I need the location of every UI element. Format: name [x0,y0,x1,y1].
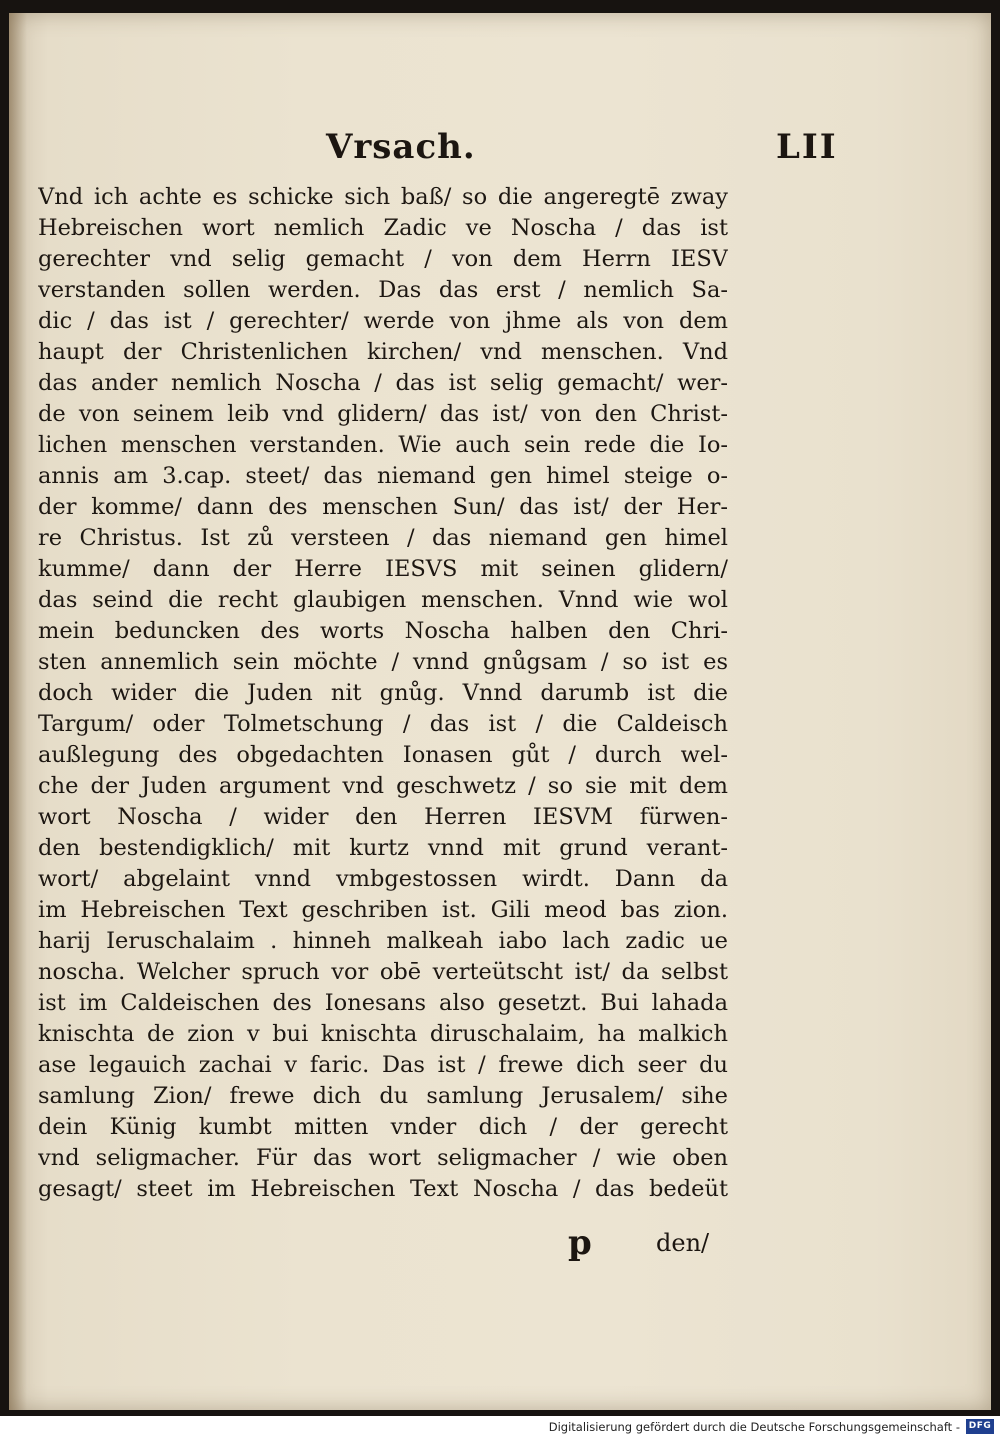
text-line: verstanden sollen werden. Das das erst / nemlich Sa- [38,277,728,303]
text-line: sten annemlich sein möchte / vnnd gnůgsam / so ist es [38,649,728,675]
text-line: lichen menschen verstanden. Wie auch sein rede die Io- [38,432,728,458]
text-line: im Hebreischen Text geschriben ist. Gili meod bas zion. [38,897,728,923]
text-line: das ander nemlich Noscha / das ist selig gemacht/ wer- [38,370,728,396]
signature-mark: p [568,1223,592,1263]
text-line: re Christus. Ist zů versteen / das niemand gen himel [38,525,728,551]
text-line: harij Ieruschalaim . hinneh malkeah iabo lach zadic ue [38,928,728,954]
page-gutter-shadow [9,13,27,1410]
text-line: knischta de zion v bui knischta diruschalaim, ha malkich [38,1021,728,1047]
body-text [38,182,728,1205]
text-line: vnd seligmacher. Für das wort seligmacher / wie oben [38,1145,728,1171]
text-line: samlung Zion/ frewe dich du samlung Jerusalem/ sihe [38,1083,728,1109]
text-line: de von seinem leib vnd glidern/ das ist/ von den Christ- [38,401,728,427]
footer-bar [0,1416,1000,1439]
text-line: wort/ abgelaint vnnd vmbgestossen wirdt. Dann da [38,866,728,892]
text-line: wort Noscha / wider den Herren IESVM fürwen- [38,804,728,830]
text-line: außlegung des obgedachten Ionasen gůt / durch wel- [38,742,728,768]
text-line: haupt der Christenlichen kirchen/ vnd menschen. Vnd [38,339,728,365]
funding-credit: Digitalisierung gefördert durch die Deutsche Forschungsgemeinschaft - [548,1420,960,1434]
text-line: dein Künig kumbt mitten vnder dich / der gerecht [38,1114,728,1140]
text-line: Hebreischen wort nemlich Zadic ve Noscha / das ist [38,215,728,241]
text-line: doch wider die Juden nit gnůg. Vnnd darumb ist die [38,680,728,706]
running-head: Vrsach. [326,127,476,167]
text-line: Vnd ich achte es schicke sich baß/ so die angeregtē zway [38,184,728,210]
text-line: gerechter vnd selig gemacht / von dem Herrn IESV [38,246,728,272]
text-line: ase legauich zachai v faric. Das ist / frewe dich seer du [38,1052,728,1078]
folio-number: LII [776,127,838,167]
text-line: gesagt/ steet im Hebreischen Text Noscha / das bedeüt [38,1176,728,1202]
text-line: ist im Caldeischen des Ionesans also gesetzt. Bui lahada [38,990,728,1016]
catchword: den/ [656,1229,710,1257]
text-line: kumme/ dann der Herre IESVS mit seinen glidern/ [38,556,728,582]
text-line: che der Juden argument vnd geschwetz / so sie mit dem [38,773,728,799]
text-line: annis am 3.cap. steet/ das niemand gen himel steige o- [38,463,728,489]
text-line: das seind die recht glaubigen menschen. Vnnd wie wol [38,587,728,613]
text-line: Targum/ oder Tolmetschung / das ist / die Caldeisch [38,711,728,737]
text-line: mein beduncken des worts Noscha halben den Chri- [38,618,728,644]
text-line: dic / das ist / gerechter/ werde von jhme als von dem [38,308,728,334]
text-line: der komme/ dann des menschen Sun/ das ist/ der Her- [38,494,728,520]
text-line: den bestendigklich/ mit kurtz vnnd mit grund verant- [38,835,728,861]
dfg-logo: DFG [966,1419,994,1434]
text-line: noscha. Welcher spruch vor obē verteütscht ist/ da selbst [38,959,728,985]
